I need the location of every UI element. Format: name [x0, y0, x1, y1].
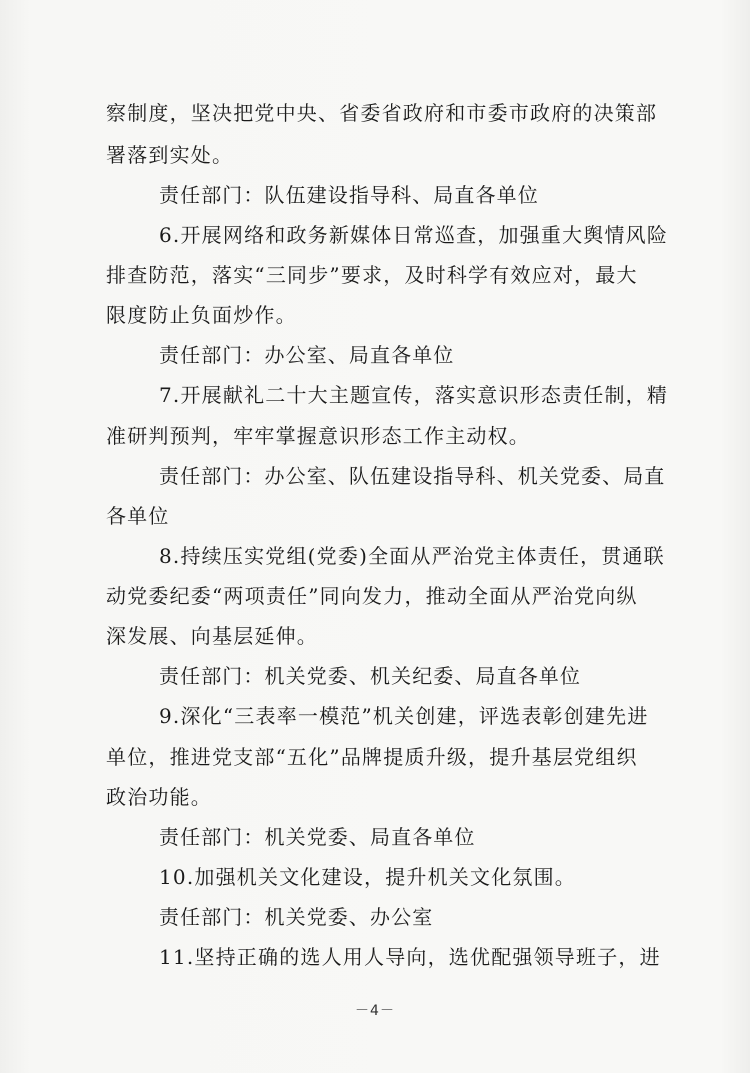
item-10-text: 10.加强机关文化建设，提升机关文化氛围。 [159, 865, 577, 889]
body-text-line: 署落到实处。 [106, 143, 234, 167]
responsible-department-line: 各单位 [106, 504, 170, 528]
body-text-line: 察制度，坚决把党中央、省委省政府和市委市政府的决策部 [106, 101, 658, 125]
item-9-text: 9.深化“三表率一模范”机关创建，评选表彰创建先进 [159, 704, 649, 728]
body-text-line: 政治功能。 [106, 785, 212, 809]
body-text-line: 动党委纪委“两项责任”同向发力，推动全面从严治党向纵 [106, 584, 638, 608]
responsible-department-line: 责任部门：机关党委、机关纪委、局直各单位 [159, 664, 581, 688]
responsible-department-line: 责任部门：队伍建设指导科、局直各单位 [159, 183, 539, 207]
item-6-text: 6.开展网络和政务新媒体日常巡查，加强重大舆情风险 [159, 223, 669, 247]
item-8-text: 8.持续压实党组(党委)全面从严治党主体责任，贯通联 [159, 544, 665, 568]
body-text-line: 排查防范，落实“三同步”要求，及时科学有效应对，最大 [106, 263, 638, 287]
item-11-text: 11.坚持正确的选人用人导向，选优配强领导班子，进 [159, 945, 661, 969]
responsible-department-line: 责任部门：机关党委、局直各单位 [159, 825, 476, 849]
responsible-department-line: 责任部门：机关党委、办公室 [159, 905, 434, 929]
page-number: －4－ [355, 1003, 395, 1019]
body-text-line: 准研判预判，牢牢掌握意识形态工作主动权。 [106, 424, 530, 448]
body-text-line: 深发展、向基层延伸。 [106, 624, 318, 648]
body-text-line: 限度防止负面炒作。 [106, 303, 297, 327]
responsible-department-line: 责任部门：办公室、局直各单位 [159, 343, 455, 367]
responsible-department-line: 责任部门：办公室、队伍建设指导科、机关党委、局直 [159, 464, 666, 488]
item-7-text: 7.开展献礼二十大主题宣传，落实意识形态责任制，精 [159, 383, 669, 407]
body-text-line: 单位，推进党支部“五化”品牌提质升级，提升基层党组织 [106, 745, 638, 769]
